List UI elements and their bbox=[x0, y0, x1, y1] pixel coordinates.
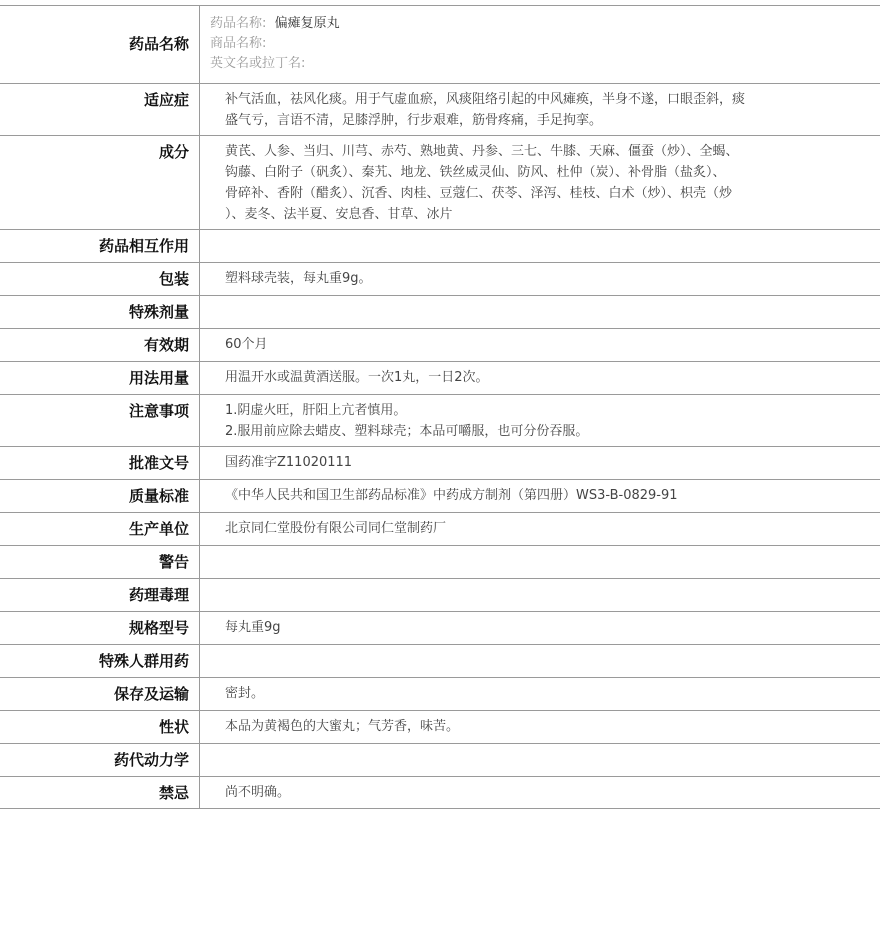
ingredients-line: 钩藤、白附子（矾炙）、秦艽、地龙、铁丝威灵仙、防风、杜仲（炭）、补骨脂（盐炙）、 bbox=[225, 165, 726, 180]
drug-info-table bbox=[0, 5, 880, 809]
row-label: 质量标准 bbox=[0, 480, 200, 512]
ingredients-value bbox=[200, 136, 880, 229]
drug-names-cell bbox=[200, 6, 880, 83]
row-pharmacology bbox=[0, 578, 880, 611]
row-label: 适应症 bbox=[0, 84, 200, 135]
row-manufacturer bbox=[0, 512, 880, 545]
ingredients-line: ）、麦冬、法半夏、安息香、甘草、冰片 bbox=[225, 207, 453, 222]
row-label: 警告 bbox=[0, 546, 200, 578]
row-label: 保存及运输 bbox=[0, 678, 200, 710]
shelf-life-value: 60个月 bbox=[225, 337, 268, 352]
row-label: 特殊剂量 bbox=[0, 296, 200, 328]
row-label: 药理毒理 bbox=[0, 579, 200, 611]
row-label: 特殊人群用药 bbox=[0, 645, 200, 677]
row-label: 规格型号 bbox=[0, 612, 200, 644]
row-description bbox=[0, 710, 880, 743]
ingredients-line: 黄芪、人参、当归、川芎、赤芍、熟地黄、丹参、三七、牛膝、天麻、僵蚕（炒）、全蝎、 bbox=[225, 144, 739, 159]
row-label: 药代动力学 bbox=[0, 744, 200, 776]
row-specification bbox=[0, 611, 880, 644]
row-precautions bbox=[0, 394, 880, 446]
specification-value: 每丸重9g bbox=[225, 620, 281, 635]
row-warning bbox=[0, 545, 880, 578]
row-label: 禁忌 bbox=[0, 777, 200, 808]
row-ingredients bbox=[0, 135, 880, 229]
special-dosage-value bbox=[200, 296, 880, 328]
row-indications bbox=[0, 83, 880, 135]
row-packaging bbox=[0, 262, 880, 295]
precautions-line: 2.服用前应除去蜡皮、塑料球壳；本品可嚼服，也可分份吞服。 bbox=[225, 424, 589, 439]
english-name-label: 英文名或拉丁名: bbox=[210, 56, 306, 71]
row-label: 性状 bbox=[0, 711, 200, 743]
row-label: 药品相互作用 bbox=[0, 230, 200, 262]
row-approval-number bbox=[0, 446, 880, 479]
row-label: 有效期 bbox=[0, 329, 200, 361]
trade-name-label: 商品名称: bbox=[210, 36, 267, 51]
row-label: 药品名称 bbox=[0, 6, 200, 83]
quality-standard-value: 《中华人民共和国卫生部药品标准》中药成方制剂（第四册）WS3-B-0829-91 bbox=[225, 488, 678, 503]
packaging-value: 塑料球壳装，每丸重9g。 bbox=[225, 271, 372, 286]
interactions-value bbox=[200, 230, 880, 262]
manufacturer-value: 北京同仁堂股份有限公司同仁堂制药厂 bbox=[225, 521, 447, 536]
row-label: 生产单位 bbox=[0, 513, 200, 545]
storage-value: 密封。 bbox=[225, 686, 265, 701]
row-special-dosage bbox=[0, 295, 880, 328]
warning-value bbox=[200, 546, 880, 578]
special-population-value bbox=[200, 645, 880, 677]
row-shelf-life bbox=[0, 328, 880, 361]
row-label: 成分 bbox=[0, 136, 200, 229]
row-label: 包装 bbox=[0, 263, 200, 295]
row-contraindications bbox=[0, 776, 880, 809]
indications-value bbox=[200, 84, 880, 135]
pharmacology-value bbox=[200, 579, 880, 611]
precautions-value bbox=[200, 395, 880, 446]
indications-line: 盛气亏，言语不清，足膝浮肿，行步艰难，筋骨疼痛，手足拘挛。 bbox=[225, 113, 603, 128]
row-storage bbox=[0, 677, 880, 710]
row-usage bbox=[0, 361, 880, 394]
row-quality-standard bbox=[0, 479, 880, 512]
description-value: 本品为黄褐色的大蜜丸；气芳香，味苦。 bbox=[225, 719, 460, 734]
precautions-line: 1.阴虚火旺，肝阳上亢者慎用。 bbox=[225, 403, 407, 418]
usage-value: 用温开水或温黄酒送服。一次1丸，一日2次。 bbox=[225, 370, 489, 385]
row-label: 用法用量 bbox=[0, 362, 200, 394]
approval-number-value: 国药准字Z11020111 bbox=[225, 455, 353, 470]
ingredients-line: 骨碎补、香附（醋炙）、沉香、肉桂、豆蔻仁、茯苓、泽泻、桂枝、白术（炒）、枳壳（炒 bbox=[225, 186, 733, 201]
contraindications-value: 尚不明确。 bbox=[225, 785, 291, 800]
row-label: 注意事项 bbox=[0, 395, 200, 446]
row-drug-name bbox=[0, 5, 880, 83]
generic-name-value: 偏瘫复原丸 bbox=[274, 16, 340, 31]
generic-name-label: 药品名称: bbox=[210, 16, 267, 31]
pharmacokinetics-value bbox=[200, 744, 880, 776]
row-special-population bbox=[0, 644, 880, 677]
row-interactions bbox=[0, 229, 880, 262]
row-pharmacokinetics bbox=[0, 743, 880, 776]
indications-line: 补气活血，祛风化痰。用于气虚血瘀，风痰阻络引起的中风瘫痪，半身不遂，口眼歪斜，痰 bbox=[225, 92, 746, 107]
row-label: 批准文号 bbox=[0, 447, 200, 479]
